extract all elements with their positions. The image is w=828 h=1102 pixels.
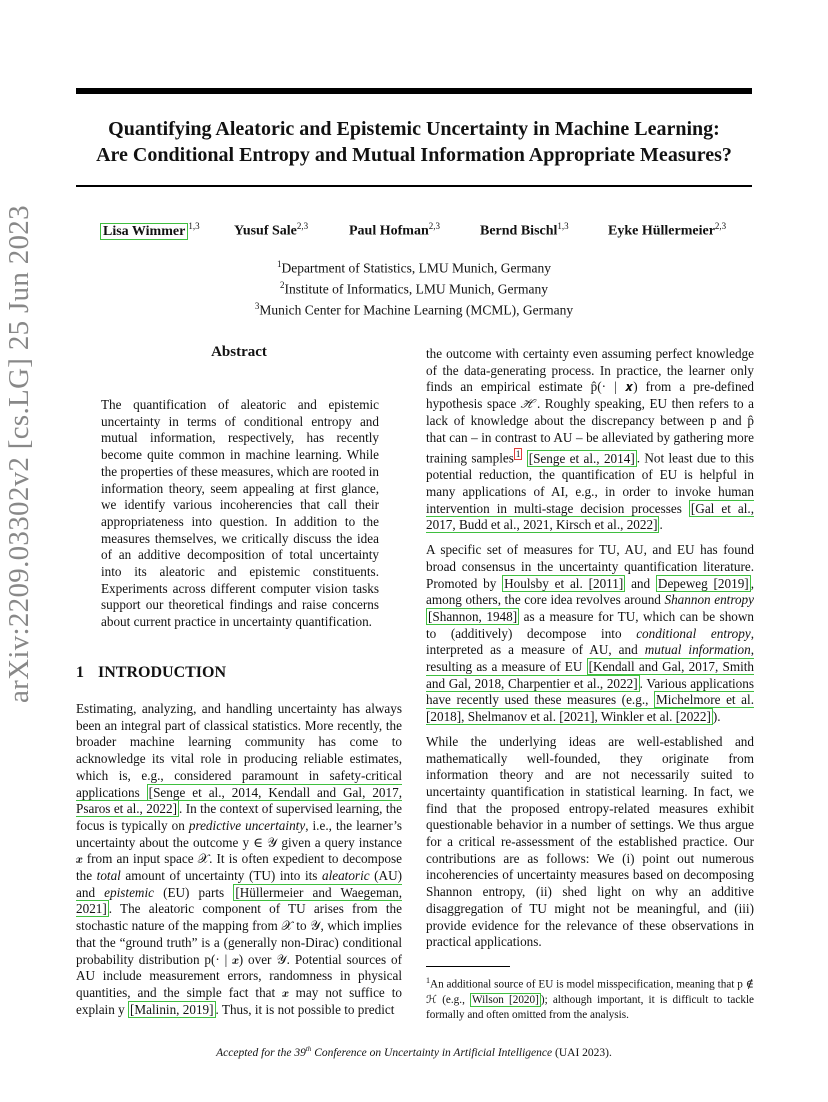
citation-link[interactable]: [Shannon, 1948] (428, 608, 518, 624)
citation-link[interactable]: [Hüllermeier and Waegeman, 2021] (76, 884, 402, 917)
body-text: A specific set of measures for TU, AU, and EU has found broad consensus in the uncertainty quantification literature. Promoted by (426, 542, 754, 591)
citation-link[interactable]: Michelmore et al. [2018], Shelmanov et al. [2021], Winkler et al. [2022] (426, 692, 754, 725)
right-paragraph-2 (426, 542, 754, 726)
citation-link[interactable]: Wilson [2020] (472, 993, 539, 1006)
citation-link[interactable]: [Kendall and Gal, 2017, Smith and Gal, 2018, Charpentier et al., 2022] (426, 659, 754, 691)
affiliation-2-mark: 2 (279, 280, 285, 290)
body-emphasis: mutual information (644, 642, 751, 658)
affiliation-1-text: Department of Statistics, LMU Munich, Germany (281, 260, 552, 276)
footer-text: Accepted for the 39 (216, 1046, 306, 1059)
affiliation-2-text: Institute of Informatics, LMU Munich, Germany (284, 281, 549, 297)
affiliation-3-mark: 3 (254, 301, 260, 311)
title-line-1: Quantifying Aleatoric and Epistemic Uncertainty in Machine Learning: (108, 118, 720, 140)
footnote-number: 1 (426, 976, 430, 985)
intro-emphasis: aleatoric (321, 868, 370, 884)
body-text: ). (712, 709, 721, 725)
citation-link[interactable]: [Senge et al., 2014, Kendall and Gal, 2017, Psaros et al., 2022] (76, 784, 402, 817)
body-emphasis: conditional entropy (636, 625, 751, 641)
abstract-heading: Abstract (211, 344, 267, 360)
intro-emphasis: predictive uncertainty (188, 817, 306, 833)
citation-link[interactable]: Depeweg [2019] (657, 575, 749, 591)
body-emphasis: Shannon entropy (664, 592, 755, 608)
author-5-name: Eyke Hüllermeier (608, 223, 715, 239)
section-title: INTRODUCTION (98, 664, 227, 681)
footer-year: (UAI 2023). (552, 1046, 612, 1059)
body-text: . Various applications have recently used these measures (e.g., (426, 675, 754, 708)
intro-emphasis: epistemic (104, 884, 154, 900)
body-text: as a measure for TU, which can be shown to (additively) decompose into (426, 608, 754, 641)
intro-text: . The aleatoric component of TU arises from the stochastic nature of the mapping from 𝒳 to 𝒴, which implies that the “ground truth” is a (generally non-Dirac) conditional probability distribution p(· | 𝒙) over 𝒴. Potential sources of AU include measurement errors, randomness in physical quantities, and the simple fact that 𝒙 may not suffice to explain y (76, 901, 402, 1017)
footnote-marker[interactable]: 1 (515, 449, 521, 460)
intro-text: . In the context of supervised learning, the focus is typically on (76, 801, 402, 833)
author-4-name: Bernd Bischl (480, 223, 558, 239)
section-heading-introduction (76, 664, 226, 682)
affiliation-1 (76, 256, 752, 277)
affiliation-1-mark: 1 (276, 259, 282, 269)
left-column (76, 340, 402, 1017)
author-1 (100, 221, 200, 240)
author-3-name: Paul Hofman (349, 223, 429, 239)
intro-text: Estimating, analyzing, and handling uncertainty has always been an integral part of classical statistics. More recently, the broader machine learning community has come to acknowledge its vital role in producing reliable estimates, which is, e.g., considered paramount in safety-critical applications (76, 701, 402, 800)
intro-emphasis: total (96, 868, 121, 884)
conference-footer (76, 1045, 752, 1059)
intro-paragraph-1 (76, 701, 402, 1018)
author-4 (480, 221, 569, 240)
citation-link[interactable]: [Gal et al., 2017, Budd et al., 2021, Kirsch et al., 2022] (426, 500, 755, 533)
footnote-text: ); although important, it is difficult to tackle formally and often omitted from the analysis. (426, 993, 755, 1021)
body-text: and (625, 575, 656, 591)
author-2-name: Yusuf Sale (234, 223, 297, 239)
citation-link[interactable]: [Malinin, 2019] (130, 1001, 214, 1017)
citation-link[interactable]: [Senge et al., 2014] (528, 450, 635, 466)
footnote-rule (426, 966, 510, 967)
body-text: , resulting as a measure of EU (426, 642, 754, 675)
footer-conference: Conference on Uncertainty in Artificial Intelligence (311, 1046, 553, 1059)
right-paragraph-1 (426, 346, 754, 534)
right-column (426, 346, 754, 959)
title-line-2: Are Conditional Entropy and Mutual Information Appropriate Measures? (96, 144, 732, 166)
author-3 (349, 221, 440, 240)
title-bottom-rule (76, 185, 752, 187)
citation-link[interactable]: Houlsby et al. [2011] (504, 575, 624, 591)
intro-text: (AU) and (76, 868, 402, 900)
author-1-affil: 1,3 (188, 221, 200, 231)
affiliation-2 (76, 277, 752, 298)
body-text: the outcome with certainty even assuming perfect knowledge of the data-generating process. In practice, the learner only finds an empirical estimate p̂(· | 𝒙) from a pre-defined hypothesis space ℋ. Roughly speaking, EU then refers to a lack of knowledge about the discrepancy between p and p̂ that can – in contrast to AU – be alleviated by gathering more training samples (426, 346, 754, 466)
intro-text: . Thus, it is not possible to predict (215, 1001, 395, 1017)
footer-superscript: th (305, 1045, 312, 1053)
author-3-affil: 2,3 (428, 221, 440, 231)
affiliation-3-text: Munich Center for Machine Learning (MCML), Germany (259, 302, 574, 318)
author-1-link[interactable]: Lisa Wimmer (100, 223, 188, 240)
section-number: 1 (76, 664, 84, 681)
author-5-affil: 2,3 (714, 221, 727, 231)
body-text: , among others, the core idea revolves around (426, 575, 754, 608)
body-text: . (659, 517, 663, 533)
paper-title (76, 116, 752, 168)
author-5 (608, 221, 726, 240)
footnote-text: An additional source of EU is model misspecification, meaning that p ∉ ℋ (e.g., (426, 978, 754, 1006)
author-2 (234, 221, 308, 240)
author-list (76, 221, 752, 243)
body-text: , interpreted as a measure of AU, and (426, 625, 754, 658)
abstract-body: The quantification of aleatoric and epistemic uncertainty in terms of conditional entropy and mutual information, respectively, has recently become quite common in machine learning. While the properties of these measures, which are rooted in information theory, seem appealing at first glance, we identify various incoherencies that call their appropriateness into question. In addition to the measures themselves, we critically discuss the idea of an additive decomposition of total uncertainty into its aleatoric and epistemic constituents. Experiments across different computer vision tasks support our theoretical findings and raise concerns about current practice in uncertainty quantification. (101, 397, 379, 630)
affiliation-3 (76, 298, 752, 319)
author-4-affil: 1,3 (557, 221, 569, 231)
footnote (426, 973, 754, 1023)
right-paragraph-3: While the underlying ideas are well-established and mathematically well-founded, they originate from information theory and are not necessarily suited to uncertainty quantification in statistical learning. In fact, we find that the proposed entropy-related measures exhibit questionable behavior in a number of settings. We thus argue for a critical re-assessment of the established practice. Our contributions are as follows: We (i) point out numerous incoherencies of uncertainty measures based on decomposing Shannon entropy, (ii) shed light on why an additive disaggregation of TU might not be meaningful, and (iii) provide evidence for the relevance of these observations in practical applications. (426, 733, 754, 950)
affiliation-list (76, 256, 752, 319)
arxiv-identifier: arXiv:2209.03302v2 [cs.LG] 25 Jun 2023 (3, 205, 35, 703)
title-top-rule (76, 88, 752, 94)
intro-text: (EU) parts (153, 884, 234, 900)
body-text: . Not least due to this potential reduction, the quantification of EU is helpful in many applications of AI, e.g., in order to invoke human intervention in multi-stage decision processes (426, 450, 754, 516)
author-2-affil: 2,3 (296, 221, 309, 231)
intro-text: amount of uncertainty (TU) into its (120, 868, 322, 884)
intro-text: , i.e., the learner’s uncertainty about the outcome y ∈ 𝒴 given a query instance 𝒙 from an input space 𝒳. It is often expedient to decompose the (76, 817, 402, 884)
